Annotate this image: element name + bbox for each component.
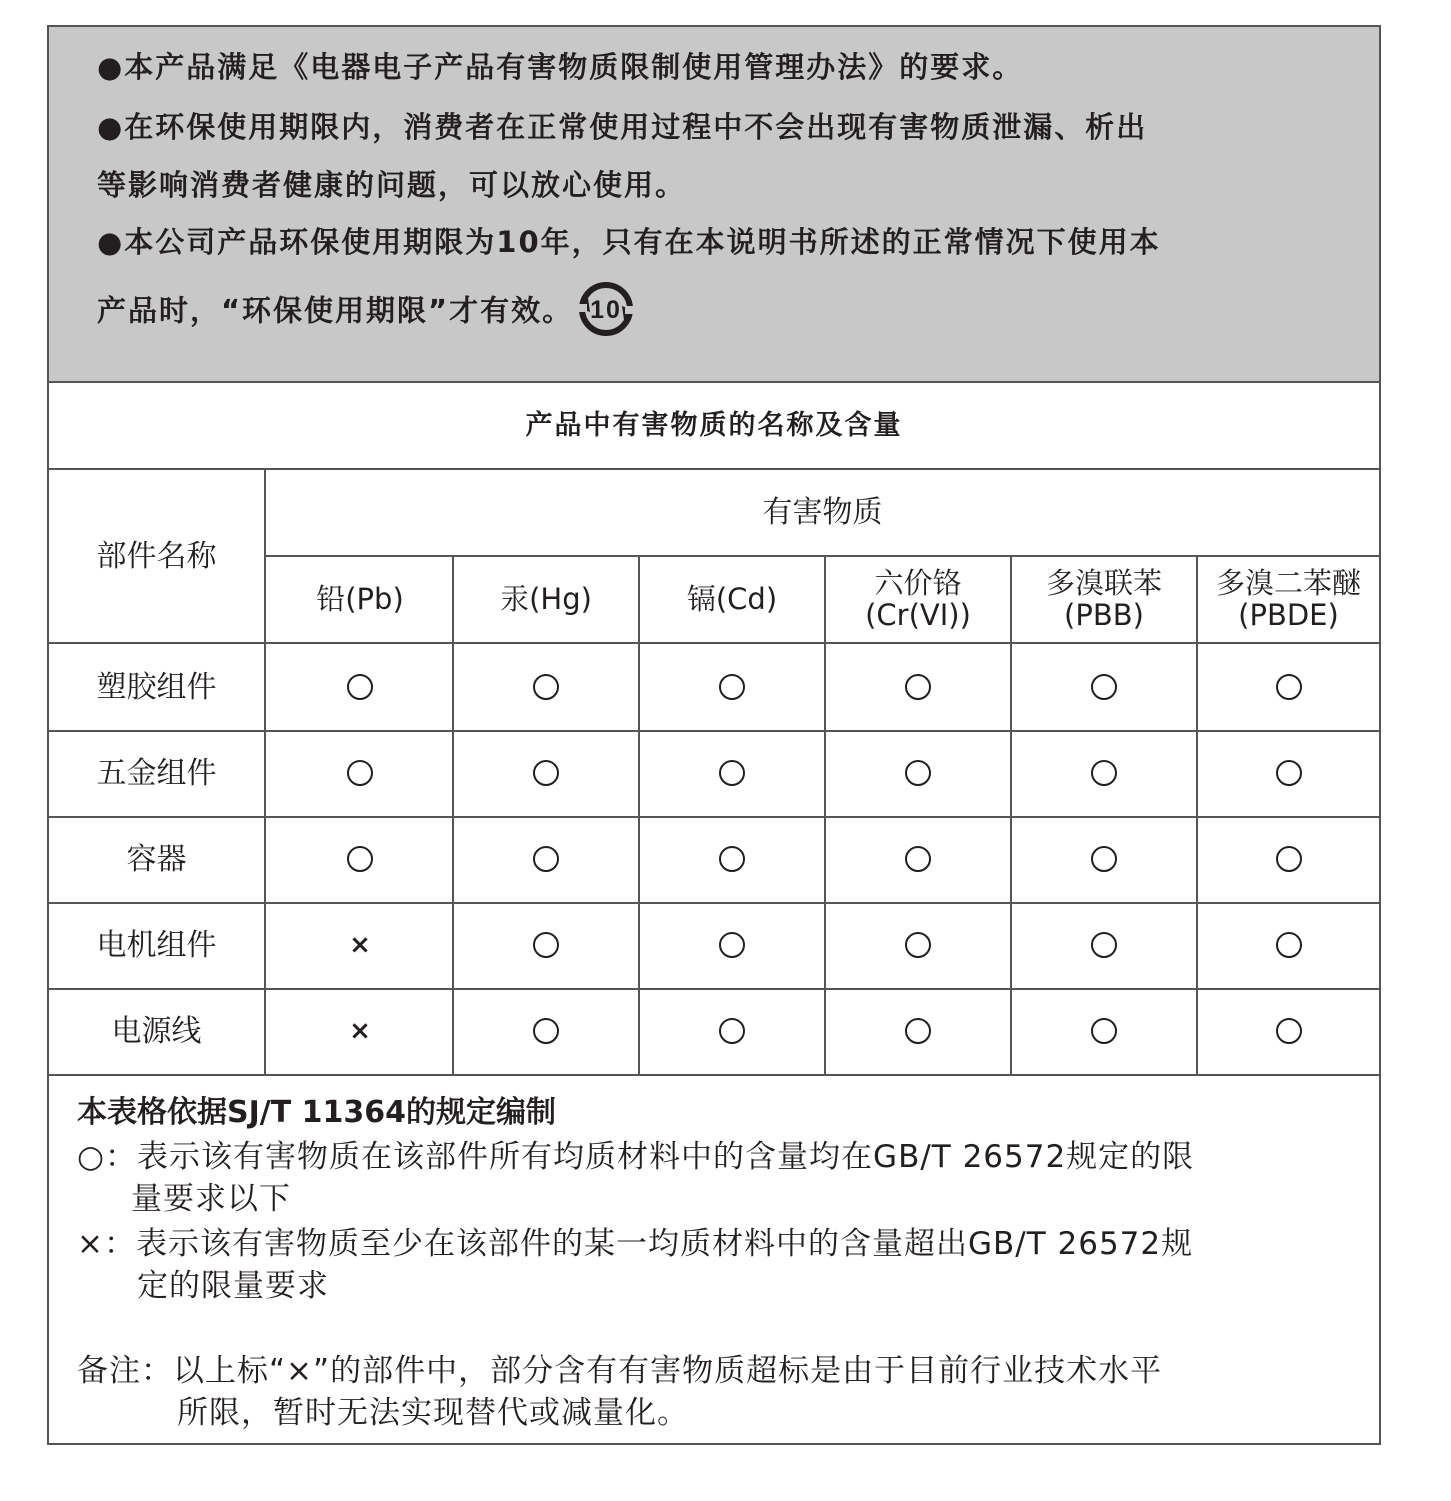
substance-value-cell [454, 644, 638, 730]
column-header-line-1: 汞(Hg) [500, 581, 592, 616]
compliant-circle-mark [347, 760, 373, 786]
substance-value-cell [1012, 730, 1196, 816]
substance-value-cell [454, 730, 638, 816]
compliant-circle-mark [533, 1018, 559, 1044]
substance-value-cell [640, 902, 824, 988]
notice-line-1: ●本产品满足《电器电子产品有害物质限制使用管理办法》的要求。 [97, 50, 1024, 84]
cross-note-line-2: 定的限量要求 [137, 1268, 329, 1304]
compliant-circle-mark [347, 846, 373, 872]
basis-note: 本表格依据SJ/T 11364的规定编制 [77, 1095, 557, 1130]
substance-value-cell [826, 730, 1010, 816]
substance-value-cell [454, 902, 638, 988]
remark-line-1: 备注：以上标“×”的部件中，部分含有有害物质超标是由于目前行业技术水平 [77, 1353, 1163, 1389]
part-name-cell: 电源线 [111, 1013, 202, 1049]
environment-period-10-icon [575, 278, 637, 347]
compliant-circle-mark [533, 932, 559, 958]
notice-line-3a: ●本公司产品环保使用期限为10年，只有在本说明书所述的正常情况下使用本 [97, 225, 1161, 259]
compliant-circle-mark [905, 1018, 931, 1044]
compliant-circle-mark [1091, 760, 1117, 786]
compliant-circle-mark [1276, 846, 1302, 872]
substance-value-cell [1012, 816, 1196, 902]
substance-value-cell [268, 816, 452, 902]
remark-line-2: 所限，暂时无法实现替代或减量化。 [177, 1395, 689, 1431]
compliant-circle-mark [719, 846, 745, 872]
compliant-circle-mark [533, 760, 559, 786]
substance-value-cell [1198, 644, 1379, 730]
compliant-circle-mark [1276, 1018, 1302, 1044]
column-header-line-1: 镉(Cd) [686, 581, 778, 616]
substance-value-cell [1012, 988, 1196, 1074]
part-name-cell: 容器 [126, 841, 187, 877]
notice-line-3b-text: 产品时，“环保使用期限”才有效。 [97, 293, 574, 328]
substance-value-cell [1198, 816, 1379, 902]
compliant-circle-mark [719, 1018, 745, 1044]
substance-value-cell [640, 644, 824, 730]
substance-value-cell [826, 816, 1010, 902]
notice-line-2b: 等影响消费者健康的问题，可以放心使用。 [97, 168, 687, 202]
compliant-circle-mark [1091, 932, 1117, 958]
substance-value-cell [268, 644, 452, 730]
substance-value-cell [454, 816, 638, 902]
part-name-cell: 电机组件 [96, 927, 217, 963]
substance-value-cell [268, 730, 452, 816]
substance-header: 有害物质 [762, 495, 883, 530]
substance-value-cell [640, 730, 824, 816]
circle-note-line-1: ○：表示该有害物质在该部件所有均质材料中的含量均在GB/T 26572规定的限 [77, 1139, 1195, 1175]
column-header-line-2: (PBB) [1064, 597, 1144, 632]
compliant-circle-mark [1276, 674, 1302, 700]
column-header [1198, 557, 1379, 642]
compliant-circle-mark [719, 932, 745, 958]
substance-value-cell [1012, 902, 1196, 988]
compliant-circle-mark [533, 674, 559, 700]
substance-value-cell [1198, 902, 1379, 988]
column-header [826, 557, 1010, 642]
notice-line-3b [97, 278, 637, 347]
cross-note-line-1: ×：表示该有害物质至少在该部件的某一均质材料中的含量超出GB/T 26572规 [77, 1226, 1194, 1262]
part-name-header: 部件名称 [96, 538, 217, 574]
column-header-line-1: 铅(Pb) [316, 581, 404, 616]
compliant-circle-mark [905, 760, 931, 786]
compliant-circle-mark [719, 760, 745, 786]
logo-number: 10 [590, 296, 623, 324]
column-header [454, 557, 638, 642]
part-name-cell: 五金组件 [96, 755, 217, 791]
notice-panel [49, 27, 1379, 383]
column-header-line-1: 六价铬 [874, 565, 962, 600]
substance-value-cell [826, 644, 1010, 730]
compliant-circle-mark [1091, 846, 1117, 872]
column-header [1012, 557, 1196, 642]
compliant-circle-mark [533, 846, 559, 872]
compliant-circle-mark [1091, 674, 1117, 700]
column-header [640, 557, 824, 642]
part-name-cell: 塑胶组件 [96, 669, 217, 705]
table-title: 产品中有害物质的名称及含量 [525, 409, 903, 441]
compliant-circle-mark [905, 932, 931, 958]
exceeds-cross-mark: × [349, 929, 371, 960]
substance-value-cell [268, 988, 452, 1074]
column-header-line-2: (PBDE) [1238, 597, 1339, 632]
substance-value-cell [268, 902, 452, 988]
substance-value-cell [826, 988, 1010, 1074]
compliant-circle-mark [1091, 1018, 1117, 1044]
compliant-circle-mark [1276, 932, 1302, 958]
circle-note-line-2: 量要求以下 [131, 1181, 291, 1217]
column-header-line-1: 多溴二苯醚 [1215, 565, 1361, 600]
substance-value-cell [1198, 730, 1379, 816]
compliant-circle-mark [347, 674, 373, 700]
compliant-circle-mark [1276, 760, 1302, 786]
compliant-circle-mark [905, 674, 931, 700]
notice-line-2a: ●在环保使用期限内，消费者在正常使用过程中不会出现有害物质泄漏、析出 [97, 110, 1148, 144]
document-frame [47, 25, 1381, 1445]
substance-value-cell [826, 902, 1010, 988]
compliant-circle-mark [905, 846, 931, 872]
substance-value-cell [454, 988, 638, 1074]
exceeds-cross-mark: × [349, 1015, 371, 1046]
column-header [268, 557, 452, 642]
column-header-line-1: 多溴联苯 [1045, 565, 1162, 600]
compliant-circle-mark [719, 674, 745, 700]
substance-value-cell [1198, 988, 1379, 1074]
column-header-line-2: (Cr(VI)) [865, 597, 971, 632]
substance-value-cell [1012, 644, 1196, 730]
substance-value-cell [640, 816, 824, 902]
substance-value-cell [640, 988, 824, 1074]
